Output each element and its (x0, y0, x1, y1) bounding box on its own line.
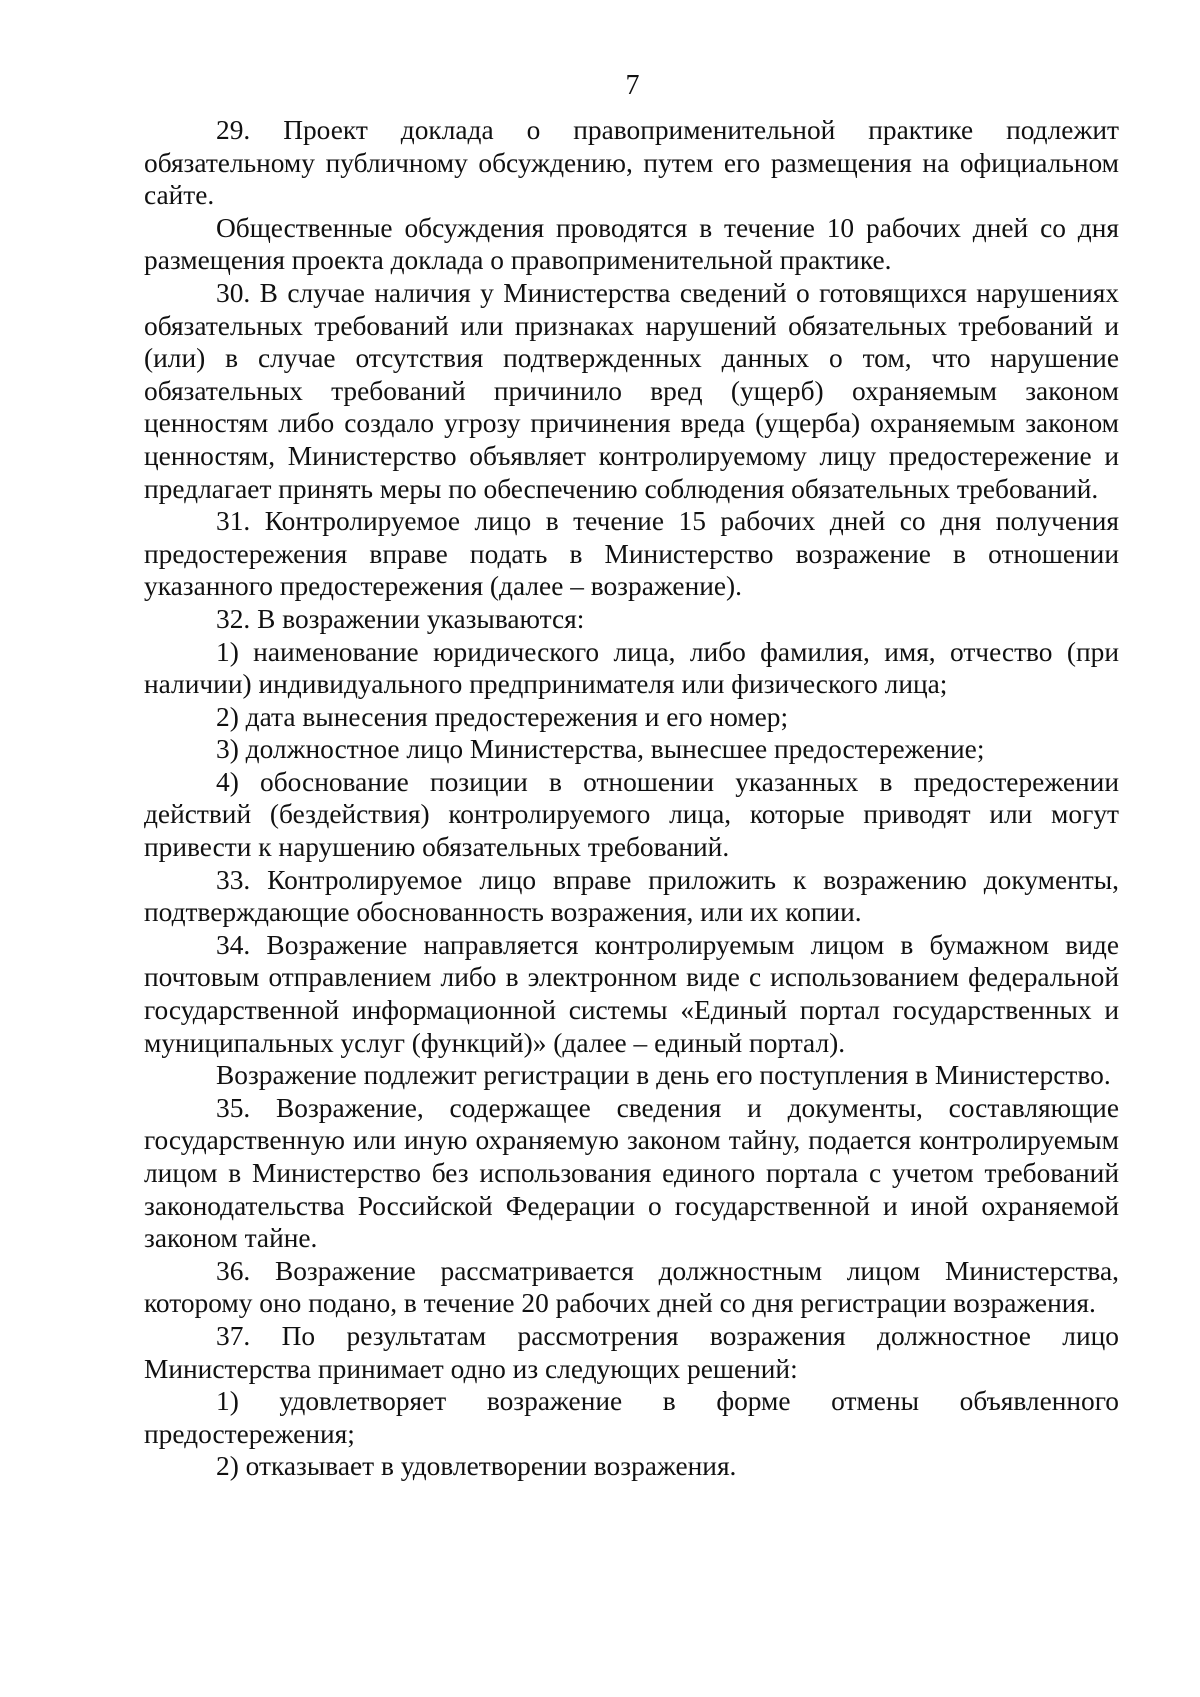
paragraph-31: 31. Контролируемое лицо в течение 15 рабочих дней со дня получения предостережения вправе подать в Министерство возражение в отношении указанного предостережения (далее – возражение). (144, 506, 1119, 602)
paragraph-32: 32. В возражении указываются: (216, 603, 585, 634)
document-body (144, 114, 1119, 1483)
paragraph-32-item-2: 2) дата вынесения предостережения и его номер; (216, 701, 789, 732)
paragraph-34-registration: Возражение подлежит регистрации в день его поступления в Министерство. (216, 1060, 1111, 1091)
paragraph-30: 30. В случае наличия у Министерства сведений о готовящихся нарушениях обязательных требований или признаках нарушений обязательных требований и (или) в случае отсутствия подтвержденных данных о том, что нарушение обязательных требований причинило вред (ущерб) охраняемым законом ценностям либо создало угрозу причинения вреда (ущерба) охраняемым законом ценностям, Министерство объявляет контролируемому лицу предостережение и предлагает принять меры по обеспечению соблюдения обязательных требований. (144, 277, 1119, 504)
page-number: 7 (625, 70, 640, 101)
paragraph-36: 36. Возражение рассматривается должностным лицом Министерства, которому оно подано, в течение 20 рабочих дней со дня регистрации возражения. (144, 1255, 1119, 1319)
paragraph-32-item-3: 3) должностное лицо Министерства, вынесшее предостережение; (216, 734, 985, 765)
paragraph-34: 34. Возражение направляется контролируемым лицом в бумажном виде почтовым отправлением либо в электронном виде с использованием федеральной государственной информационной системы «Единый портал государственных и муниципальных услуг (функций)» (далее – единый портал). (144, 929, 1119, 1058)
paragraph-32-item-1: 1) наименование юридического лица, либо фамилия, имя, отчество (при наличии) индивидуального предпринимателя или физического лица; (144, 636, 1119, 700)
paragraph-33: 33. Контролируемое лицо вправе приложить к возражению документы, подтверждающие обоснованность возражения, или их копии. (144, 864, 1119, 928)
paragraph-32-item-4: 4) обоснование позиции в отношении указанных в предостережении действий (бездействия) контролируемого лица, которые приводят или могут привести к нарушению обязательных требований. (144, 766, 1119, 863)
paragraph-37: 37. По результатам рассмотрения возражения должностное лицо Министерства принимает одно из следующих решений: (144, 1320, 1119, 1384)
paragraph-37-item-1: 1) удовлетворяет возражение в форме отмены объявленного предостережения; (144, 1386, 1119, 1449)
paragraph-29: 29. Проект доклада о правоприменительной практике подлежит обязательному публичному обсуждению, путем его размещения на официальном сайте. (144, 115, 1119, 211)
paragraph-37-item-2: 2) отказывает в удовлетворении возражения. (216, 1451, 737, 1482)
paragraph-35: 35. Возражение, содержащее сведения и документы, составляющие государственную или иную охраняемую законом тайну, подается контролируемым лицом в Министерство без использования единого портала с учетом требований законодательства Российской Федерации о государственной и иной охраняемой законом тайне. (144, 1092, 1119, 1254)
paragraph-29-public-discussion: Общественные обсуждения проводятся в течение 10 рабочих дней со дня размещения проекта доклада о правоприменительной практике. (144, 212, 1119, 276)
